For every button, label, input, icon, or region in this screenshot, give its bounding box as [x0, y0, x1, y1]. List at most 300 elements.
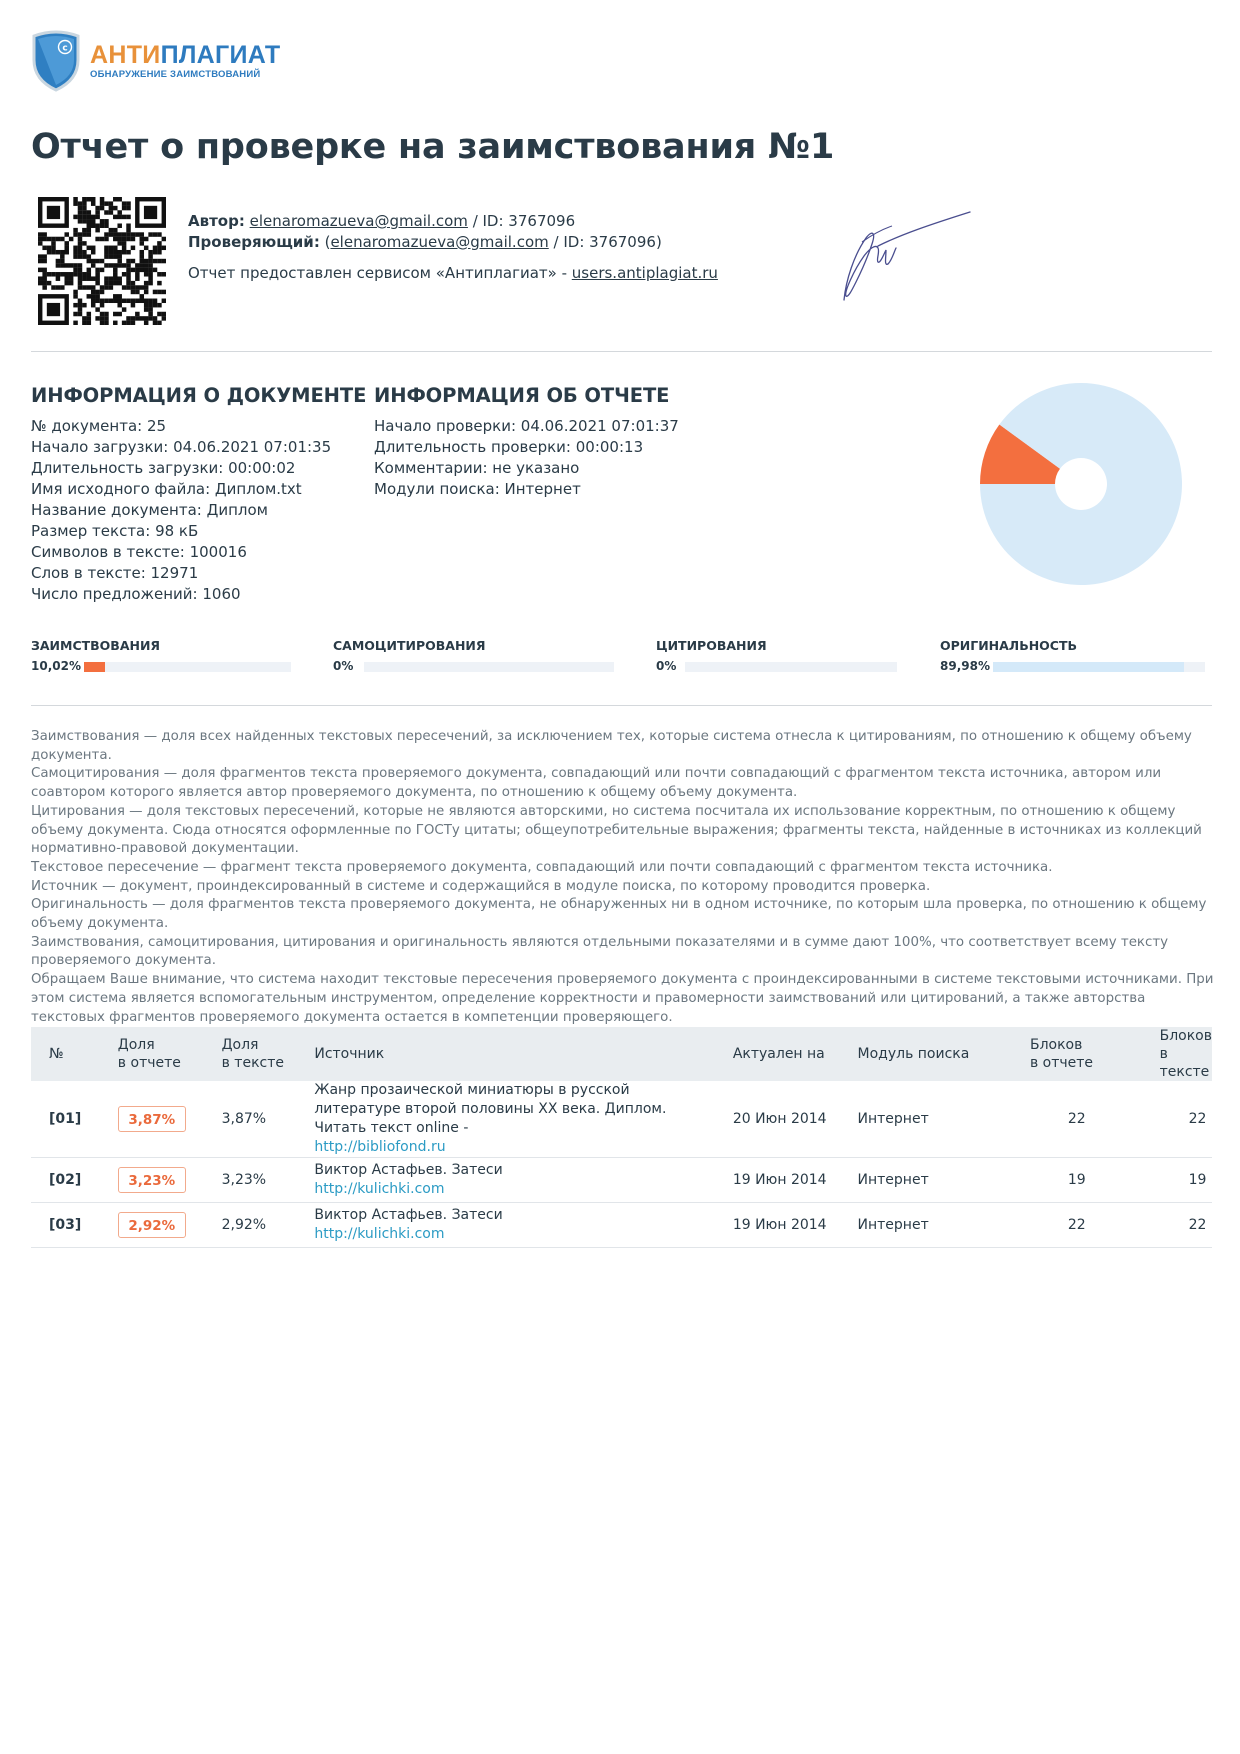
- qr-module: [117, 294, 122, 299]
- share-report-badge[interactable]: 2,92%: [118, 1212, 186, 1238]
- qr-module: [117, 281, 122, 286]
- blocks-report-cell: 22: [1030, 1203, 1160, 1248]
- qr-module: [78, 299, 83, 304]
- qr-module: [126, 321, 131, 325]
- qr-module: [91, 294, 96, 299]
- qr-module: [91, 276, 96, 281]
- qr-module: [64, 276, 69, 281]
- qr-module: [82, 215, 87, 220]
- qr-module: [56, 276, 61, 281]
- module-cell: Интернет: [858, 1081, 1030, 1158]
- report-info: [374, 384, 679, 500]
- qr-module: [109, 232, 114, 237]
- header-date: Актуален на: [733, 1027, 858, 1081]
- qr-module: [78, 241, 83, 246]
- qr-module: [47, 281, 52, 286]
- qr-module: [87, 232, 92, 237]
- row-id: [02]: [31, 1158, 118, 1203]
- share-report-badge[interactable]: 3,23%: [118, 1167, 186, 1193]
- share-text-cell: 3,23%: [222, 1158, 315, 1203]
- divider-middle: [31, 705, 1212, 706]
- source-cell: [314, 1081, 732, 1158]
- qr-module: [153, 268, 158, 273]
- qr-module: [51, 272, 56, 277]
- qr-module: [60, 250, 65, 255]
- qr-module: [91, 246, 96, 251]
- qr-module: [126, 299, 131, 304]
- qr-module: [135, 272, 140, 277]
- stat-bar-fill: [84, 662, 105, 672]
- qr-module: [122, 215, 127, 220]
- qr-module: [42, 246, 47, 251]
- service-link[interactable]: users.antiplagiat.ru: [571, 264, 718, 282]
- qr-module: [140, 299, 145, 304]
- qr-module: [87, 210, 92, 215]
- qr-module: [162, 246, 166, 251]
- qr-module: [131, 232, 136, 237]
- qr-module: [73, 312, 78, 317]
- qr-module: [148, 250, 153, 255]
- qr-module: [153, 290, 158, 295]
- module-cell: Интернет: [858, 1158, 1030, 1203]
- qr-module: [113, 276, 118, 281]
- qr-module: [153, 299, 158, 304]
- qr-module: [113, 299, 118, 304]
- qr-module: [78, 303, 83, 308]
- qr-module: [87, 268, 92, 273]
- qr-module: [47, 246, 52, 251]
- report-info-line: Длительность проверки: 00:00:13: [374, 438, 644, 456]
- qr-module: [113, 263, 118, 268]
- share-report-cell: [118, 1158, 222, 1203]
- qr-module: [140, 263, 145, 268]
- source-title: Жанр прозаической миниатюры в русской литературе второй половины XX века. Диплом. Читать текст online -: [314, 1082, 667, 1136]
- qr-module: [73, 250, 78, 255]
- qr-module: [82, 316, 87, 321]
- qr-module: [78, 232, 83, 237]
- qr-module: [51, 250, 56, 255]
- qr-module: [131, 321, 136, 325]
- qr-module: [113, 237, 118, 242]
- qr-module: [148, 259, 153, 264]
- qr-module: [140, 316, 145, 321]
- qr-module: [78, 206, 83, 211]
- qr-module: [135, 299, 140, 304]
- qr-module: [157, 250, 162, 255]
- row-id: [01]: [31, 1081, 118, 1158]
- qr-module: [117, 215, 122, 220]
- stat-bar-fill: [993, 662, 1184, 672]
- qr-module: [95, 215, 100, 220]
- qr-module: [47, 250, 52, 255]
- qr-module: [82, 201, 87, 206]
- qr-module: [157, 232, 162, 237]
- qr-finder: [47, 206, 60, 219]
- qr-module: [78, 210, 83, 215]
- qr-module: [113, 250, 118, 255]
- qr-module: [60, 272, 65, 277]
- qr-module: [126, 228, 131, 233]
- header-source: Источник: [314, 1027, 732, 1081]
- table-row[interactable]: [31, 1158, 1212, 1203]
- table-row[interactable]: [31, 1081, 1212, 1158]
- qr-module: [144, 268, 149, 273]
- qr-module: [100, 268, 105, 273]
- qr-module: [162, 299, 166, 304]
- qr-module: [122, 246, 127, 251]
- qr-module: [117, 250, 122, 255]
- qr-module: [56, 272, 61, 277]
- blocks-text-cell: 22: [1160, 1203, 1212, 1248]
- qr-module: [126, 223, 131, 228]
- qr-module: [51, 246, 56, 251]
- qr-module: [113, 281, 118, 286]
- source-title: Виктор Астафьев. Затеси: [314, 1207, 503, 1223]
- qr-module: [157, 272, 162, 277]
- qr-module: [64, 272, 69, 277]
- table-row[interactable]: [31, 1203, 1212, 1248]
- report-info-line: Модули поиска: Интернет: [374, 480, 581, 498]
- qr-module: [78, 276, 83, 281]
- qr-module: [100, 206, 105, 211]
- qr-module: [95, 259, 100, 264]
- checker-label: Проверяющий:: [188, 233, 320, 251]
- qr-module: [104, 263, 109, 268]
- header-module: Модуль поиска: [858, 1027, 1030, 1081]
- header-blocks-text: Блоков в тексте: [1159, 1028, 1212, 1080]
- qr-module: [64, 263, 69, 268]
- definition-paragraph: Заимствования, самоцитирования, цитирования и оригинальность являются отдельными показателями и в сумме дают 100%, что соответствует всему тексту проверяемого документа.: [31, 934, 1169, 969]
- qr-module: [104, 210, 109, 215]
- qr-module: [82, 285, 87, 290]
- document-info: [31, 384, 366, 605]
- qr-module: [69, 276, 74, 281]
- qr-module: [38, 254, 43, 259]
- qr-module: [144, 290, 149, 295]
- checker-email-link[interactable]: elenaromazueva@gmail.com: [330, 233, 549, 251]
- qr-module: [126, 285, 131, 290]
- qr-module: [42, 276, 47, 281]
- qr-module: [126, 276, 131, 281]
- qr-module: [162, 259, 166, 264]
- qr-module: [148, 316, 153, 321]
- qr-module: [104, 250, 109, 255]
- qr-module: [104, 232, 109, 237]
- qr-module: [69, 281, 74, 286]
- qr-module: [135, 316, 140, 321]
- qr-module: [162, 290, 166, 295]
- qr-module: [60, 263, 65, 268]
- qr-module: [91, 303, 96, 308]
- qr-module: [113, 228, 118, 233]
- qr-module: [95, 223, 100, 228]
- qr-module: [82, 206, 87, 211]
- qr-module: [104, 237, 109, 242]
- qr-module: [56, 250, 61, 255]
- qr-module: [95, 316, 100, 321]
- qr-module: [87, 246, 92, 251]
- qr-module: [100, 316, 105, 321]
- qr-module: [157, 303, 162, 308]
- qr-module: [73, 268, 78, 273]
- qr-module: [140, 237, 145, 242]
- qr-module: [104, 246, 109, 251]
- stat-value: 89,98%: [940, 659, 990, 673]
- document-info-line: Начало загрузки: 04.06.2021 07:01:35: [31, 438, 332, 456]
- qr-module: [38, 281, 43, 286]
- qr-module: [82, 321, 87, 325]
- qr-module: [153, 232, 158, 237]
- qr-module: [131, 259, 136, 264]
- qr-module: [91, 263, 96, 268]
- qr-module: [60, 254, 65, 259]
- qr-module: [144, 307, 149, 312]
- qr-module: [117, 276, 122, 281]
- qr-module: [100, 197, 105, 202]
- qr-module: [140, 285, 145, 290]
- svg-text:c: c: [62, 43, 68, 54]
- qr-module: [109, 201, 114, 206]
- qr-module: [122, 237, 127, 242]
- qr-module: [122, 272, 127, 277]
- document-info-line: Название документа: Диплом: [31, 501, 268, 519]
- qr-module: [109, 276, 114, 281]
- qr-module: [100, 201, 105, 206]
- share-text-cell: 2,92%: [222, 1203, 315, 1248]
- header-num: №: [31, 1027, 118, 1081]
- qr-module: [64, 281, 69, 286]
- qr-module: [78, 272, 83, 277]
- qr-module: [144, 299, 149, 304]
- qr-module: [87, 316, 92, 321]
- qr-module: [113, 215, 118, 220]
- qr-module: [131, 246, 136, 251]
- qr-module: [38, 259, 43, 264]
- qr-module: [82, 241, 87, 246]
- source-link[interactable]: http://kulichki.com: [314, 1226, 445, 1242]
- stat-label: ЗАИМСТВОВАНИЯ: [31, 638, 161, 653]
- stat-bar-track: [364, 662, 614, 672]
- qr-module: [126, 259, 131, 264]
- qr-module: [91, 299, 96, 304]
- report-info-heading: ИНФОРМАЦИЯ ОБ ОТЧЕТЕ: [374, 384, 670, 407]
- qr-module: [135, 285, 140, 290]
- qr-module: [73, 215, 78, 220]
- qr-module: [100, 285, 105, 290]
- qr-module: [117, 241, 122, 246]
- definitions-notes: [31, 728, 1216, 1027]
- qr-module: [157, 259, 162, 264]
- blocks-report-cell: 19: [1030, 1158, 1160, 1203]
- qr-module: [113, 312, 118, 317]
- qr-module: [104, 219, 109, 224]
- qr-module: [148, 312, 153, 317]
- qr-module: [126, 215, 131, 220]
- qr-module: [157, 321, 162, 325]
- qr-module: [42, 259, 47, 264]
- stat-value: 0%: [333, 659, 354, 673]
- header-blocks-report: Блоков в отчете: [1030, 1027, 1160, 1081]
- qr-module: [131, 268, 136, 273]
- qr-module: [109, 246, 114, 251]
- qr-module: [117, 237, 122, 242]
- qr-module: [64, 241, 69, 246]
- qr-module: [73, 294, 78, 299]
- qr-module: [131, 303, 136, 308]
- qr-module: [91, 290, 96, 295]
- date-cell: 19 Июн 2014: [733, 1158, 858, 1203]
- qr-module: [95, 228, 100, 233]
- qr-module: [95, 276, 100, 281]
- qr-module: [122, 241, 127, 246]
- source-link[interactable]: http://kulichki.com: [314, 1181, 445, 1197]
- qr-module: [78, 250, 83, 255]
- qr-module: [157, 290, 162, 295]
- table-header-row: [31, 1027, 1212, 1081]
- qr-module: [78, 201, 83, 206]
- qr-module: [113, 206, 118, 211]
- qr-module: [104, 285, 109, 290]
- qr-module: [109, 299, 114, 304]
- qr-module: [104, 312, 109, 317]
- qr-module: [87, 312, 92, 317]
- sources-table: [31, 1027, 1212, 1248]
- qr-module: [131, 285, 136, 290]
- qr-module: [109, 263, 114, 268]
- qr-module: [69, 272, 74, 277]
- qr-module: [69, 263, 74, 268]
- qr-module: [140, 268, 145, 273]
- qr-module: [42, 237, 47, 242]
- qr-module: [87, 272, 92, 277]
- qr-module: [126, 250, 131, 255]
- qr-module: [148, 307, 153, 312]
- qr-module: [87, 276, 92, 281]
- qr-module: [140, 232, 145, 237]
- qr-module: [87, 254, 92, 259]
- share-report-cell: [118, 1203, 222, 1248]
- qr-module: [126, 232, 131, 237]
- qr-module: [148, 254, 153, 259]
- qr-module: [42, 285, 47, 290]
- qr-module: [91, 201, 96, 206]
- qr-module: [87, 215, 92, 220]
- qr-module: [78, 219, 83, 224]
- qr-finder: [144, 206, 157, 219]
- qr-module: [78, 281, 83, 286]
- document-info-list: [31, 416, 366, 605]
- qr-module: [87, 259, 92, 264]
- qr-module: [82, 197, 87, 202]
- qr-module: [148, 303, 153, 308]
- source-title: Виктор Астафьев. Затеси: [314, 1162, 503, 1178]
- qr-module: [113, 232, 118, 237]
- qr-module: [148, 268, 153, 273]
- qr-module: [144, 303, 149, 308]
- qr-module: [135, 263, 140, 268]
- report-info-list: [374, 416, 679, 500]
- qr-module: [78, 215, 83, 220]
- stat-bar-track: [685, 662, 897, 672]
- pie-slice-originality: [980, 383, 1182, 585]
- header-share-text: Доля в тексте: [222, 1027, 315, 1081]
- stat-label: ЦИТИРОВАНИЯ: [656, 638, 767, 653]
- qr-module: [117, 223, 122, 228]
- row-id: [03]: [31, 1203, 118, 1248]
- qr-module: [148, 232, 153, 237]
- qr-module: [73, 303, 78, 308]
- author-id: / ID: 3767096: [467, 212, 576, 230]
- qr-module: [73, 290, 78, 295]
- qr-module: [126, 263, 131, 268]
- qr-module: [109, 206, 114, 211]
- qr-module: [126, 201, 131, 206]
- stat-value: 0%: [656, 659, 677, 673]
- qr-module: [60, 237, 65, 242]
- logo-subtitle: ОБНАРУЖЕНИЕ ЗАИМСТВОВАНИЙ: [90, 69, 261, 80]
- author-email-link[interactable]: elenaromazueva@gmail.com: [249, 212, 468, 230]
- qr-module: [104, 201, 109, 206]
- qr-module: [126, 281, 131, 286]
- qr-module: [162, 316, 166, 321]
- qr-module: [78, 312, 83, 317]
- qr-module: [100, 303, 105, 308]
- qr-module: [73, 246, 78, 251]
- checker-paren: (: [319, 233, 331, 251]
- qr-module: [87, 228, 92, 233]
- qr-module: [100, 321, 105, 325]
- qr-module: [117, 259, 122, 264]
- qr-module: [126, 272, 131, 277]
- qr-module: [42, 232, 47, 237]
- qr-module: [82, 272, 87, 277]
- qr-module: [113, 268, 118, 273]
- definition-paragraph: Текстовое пересечение — фрагмент текста проверяемого документа, совпадающий или почти совпадающий с фрагментом текста источника.: [31, 859, 1053, 875]
- source-link[interactable]: http://bibliofond.ru: [314, 1139, 446, 1155]
- qr-module: [104, 321, 109, 325]
- share-report-badge[interactable]: 3,87%: [118, 1106, 186, 1132]
- definition-paragraph: Самоцитирования — доля фрагментов текста проверяемого документа, совпадающий или почти совпадающий с фрагментом текста источника, автором или соавтором которого является автор проверяемого документа, по отношению к общему объему документа.: [31, 766, 1162, 801]
- qr-module: [60, 285, 65, 290]
- qr-module: [95, 294, 100, 299]
- qr-module: [109, 210, 114, 215]
- document-info-line: Слов в тексте: 12971: [31, 564, 199, 582]
- qr-module: [69, 237, 74, 242]
- antiplagiat-shield-logo: [30, 30, 82, 92]
- qr-module: [51, 285, 56, 290]
- qr-module: [78, 285, 83, 290]
- qr-module: [131, 299, 136, 304]
- qr-module: [109, 228, 114, 233]
- qr-module: [95, 237, 100, 242]
- blocks-text-cell: 19: [1160, 1158, 1212, 1203]
- qr-module: [42, 268, 47, 273]
- document-info-line: Имя исходного файла: Диплом.txt: [31, 480, 302, 498]
- qr-module: [82, 232, 87, 237]
- report-info-line: Начало проверки: 04.06.2021 07:01:37: [374, 417, 679, 435]
- blocks-report-cell: 22: [1030, 1081, 1160, 1158]
- qr-module: [78, 246, 83, 251]
- qr-module: [144, 285, 149, 290]
- qr-module: [148, 272, 153, 277]
- qr-module: [100, 312, 105, 317]
- definition-paragraph: Заимствования — доля всех найденных текстовых пересечений, за исключением тех, которые система отнесла к цитированиям, по отношению к общему объему документа.: [31, 729, 1192, 763]
- document-info-line: Число предложений: 1060: [31, 585, 241, 603]
- qr-module: [153, 259, 158, 264]
- qr-module: [73, 232, 78, 237]
- qr-module: [95, 299, 100, 304]
- qr-module: [148, 276, 153, 281]
